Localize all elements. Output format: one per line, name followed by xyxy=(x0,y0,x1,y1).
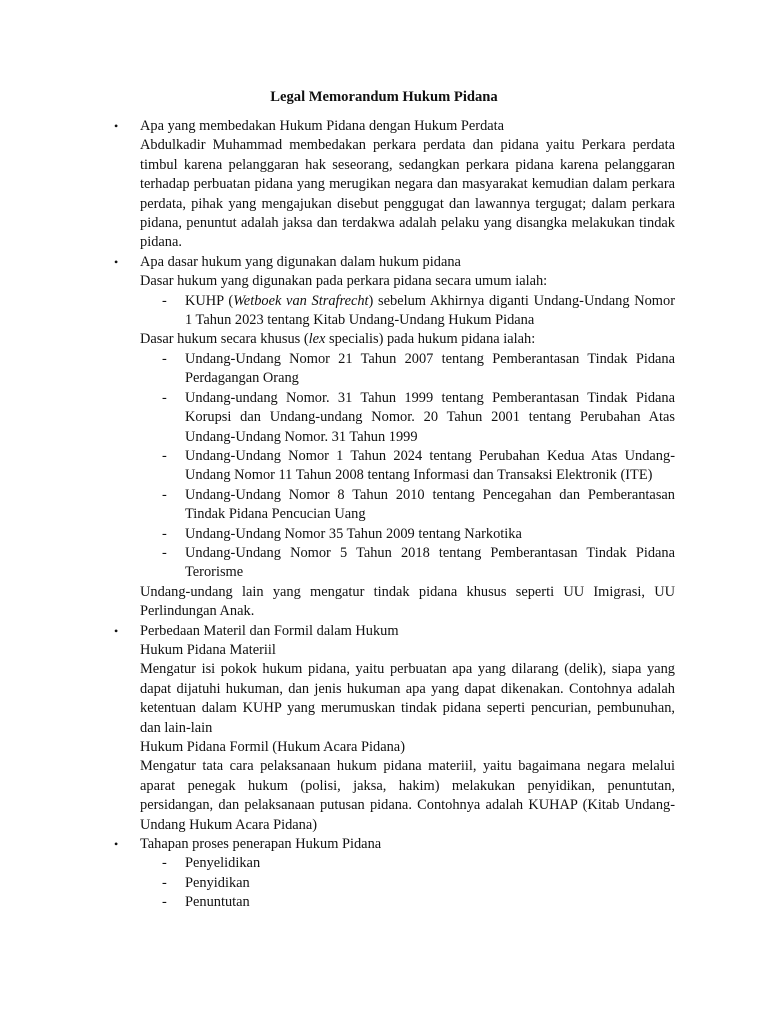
dash-marker: - xyxy=(162,447,167,464)
document-title: Legal Memorandum Hukum Pidana xyxy=(270,89,498,105)
kuhp-text-end: ) sebelum Akhirnya diganti Undang-Undang Nomor 1 Tahun 2023 tentang Kitab Undang-Undang Hukum Pidana xyxy=(185,292,675,329)
bullet-icon: • xyxy=(114,254,119,269)
list-item-text: Undang-Undang Nomor 35 Tahun 2009 tentang Narkotika xyxy=(185,525,522,542)
special-basis-list xyxy=(140,350,675,583)
list-item xyxy=(140,389,675,447)
section-materiil-formil xyxy=(114,622,675,835)
list-item xyxy=(140,292,675,331)
kuhp-text-italic: Wetboek van Strafrecht xyxy=(233,292,369,309)
list-item-text: Penuntutan xyxy=(185,894,250,911)
special-intro-start: Dasar hukum secara khusus ( xyxy=(140,331,309,348)
list-item-text: Penyelidikan xyxy=(185,855,261,872)
kuhp-text-start: KUHP ( xyxy=(185,292,234,309)
general-basis-intro: Dasar hukum yang digunakan pada perkara pidana secara umum ialah: xyxy=(140,273,548,290)
section-dasar-hukum xyxy=(114,253,675,622)
list-item xyxy=(140,893,675,912)
list-item-text: Undang-undang Nomor. 31 Tahun 1999 tentang Pemberantasan Tindak Pidana Korupsi dan Undang-undang Nomor. 20 Tahun 2001 tentang Perubahan Atas Undang-Undang Nomor. 31 Tahun 1999 xyxy=(185,389,675,445)
list-item-text: Penyidikan xyxy=(185,874,250,891)
special-intro-italic: lex xyxy=(308,331,326,348)
list-item-text: Undang-Undang Nomor 5 Tahun 2018 tentang Pemberantasan Tindak Pidana Terorisme xyxy=(185,544,675,581)
bullet-icon: • xyxy=(114,119,119,133)
dash-marker: - xyxy=(162,486,167,503)
stages-list xyxy=(140,854,675,912)
list-item-text: Undang-Undang Nomor 21 Tahun 2007 tentang Pemberantasan Tindak Pidana Perdagangan Orang xyxy=(185,350,675,387)
list-item-text: Undang-Undang Nomor 8 Tahun 2010 tentang Pencegahan dan Pemberantasan Tindak Pidana Pencucian Uang xyxy=(185,486,675,523)
section-heading: Apa yang membedakan Hukum Pidana dengan Hukum Perdata xyxy=(140,118,505,134)
section-perdata-vs-pidana xyxy=(114,117,675,253)
list-item xyxy=(140,874,675,893)
dash-marker: - xyxy=(162,874,167,891)
dash-marker: - xyxy=(162,350,167,367)
section-paragraph: Abdulkadir Muhammad membedakan perkara perdata dan pidana yaitu Perkara perdata timbul karena pelanggaran hak seseorang, sedangkan perkara pidana karena pelanggaran terhadap perbuatan pidana yang merugikan negara dan masyarakat kemudian dalam perkara perdata, pihak yang mengajukan disebut penggugat dan lawannya tergugat; dalam perkara pidana, penuntut adalah jaksa dan terdakwa adalah pelaku yang disangka melakukan tindak pidana. xyxy=(140,137,675,251)
dash-marker: - xyxy=(162,894,167,911)
list-item xyxy=(140,350,675,389)
list-item xyxy=(140,854,675,873)
list-item xyxy=(140,544,675,583)
dash-marker: - xyxy=(162,292,167,309)
special-basis-intro xyxy=(140,330,675,349)
list-item xyxy=(140,486,675,525)
dash-marker: - xyxy=(162,389,167,406)
bullet-icon: • xyxy=(114,837,119,852)
materiil-paragraph: Mengatur isi pokok hukum pidana, yaitu perbuatan apa yang dilarang (delik), siapa yang dapat dijatuhi hukuman, dan jenis hukuman apa yang dapat dikenakan. Contohnya adalah ketentuan dalam KUHP yang merumuskan tindak pidana seperti pencurian, pembunuhan, dan lain-lain xyxy=(140,661,675,736)
other-laws-paragraph: Undang-undang lain yang mengatur tindak pidana khusus seperti UU Imigrasi, UU Perlindungan Anak. xyxy=(140,583,675,620)
section-heading: Apa dasar hukum yang digunakan dalam hukum pidana xyxy=(140,253,461,270)
formil-paragraph: Mengatur tata cara pelaksanaan hukum pidana materiil, yaitu bagaimana negara melalui aparat penegak hukum (polisi, jaksa, hakim) melakukan penyidikan, penuntutan, persidangan, dan pelaksanaan putusan pidana. Contohnya adalah KUHAP (Kitab Undang-Undang Hukum Acara Pidana) xyxy=(140,758,675,833)
dash-marker: - xyxy=(162,855,167,872)
general-basis-list xyxy=(140,292,675,331)
special-intro-end: specialis) pada hukum pidana ialah: xyxy=(325,331,536,348)
section-heading: Perbedaan Materil dan Formil dalam Hukum xyxy=(140,622,399,639)
list-item-text: Undang-Undang Nomor 1 Tahun 2024 tentang Perubahan Kedua Atas Undang-Undang Nomor 11 Tahun 2008 tentang Informasi dan Transaksi Elektronik (ITE) xyxy=(185,447,675,484)
document-body xyxy=(114,117,675,913)
section-tahapan-proses xyxy=(114,835,675,913)
list-item xyxy=(140,525,675,544)
list-item xyxy=(140,447,675,486)
bullet-icon: • xyxy=(114,623,119,638)
dash-marker: - xyxy=(162,544,167,561)
section-heading: Tahapan proses penerapan Hukum Pidana xyxy=(140,836,382,853)
dash-marker: - xyxy=(162,525,167,542)
materiil-subheading: Hukum Pidana Materiil xyxy=(140,641,276,658)
formil-subheading: Hukum Pidana Formil (Hukum Acara Pidana) xyxy=(140,739,405,755)
